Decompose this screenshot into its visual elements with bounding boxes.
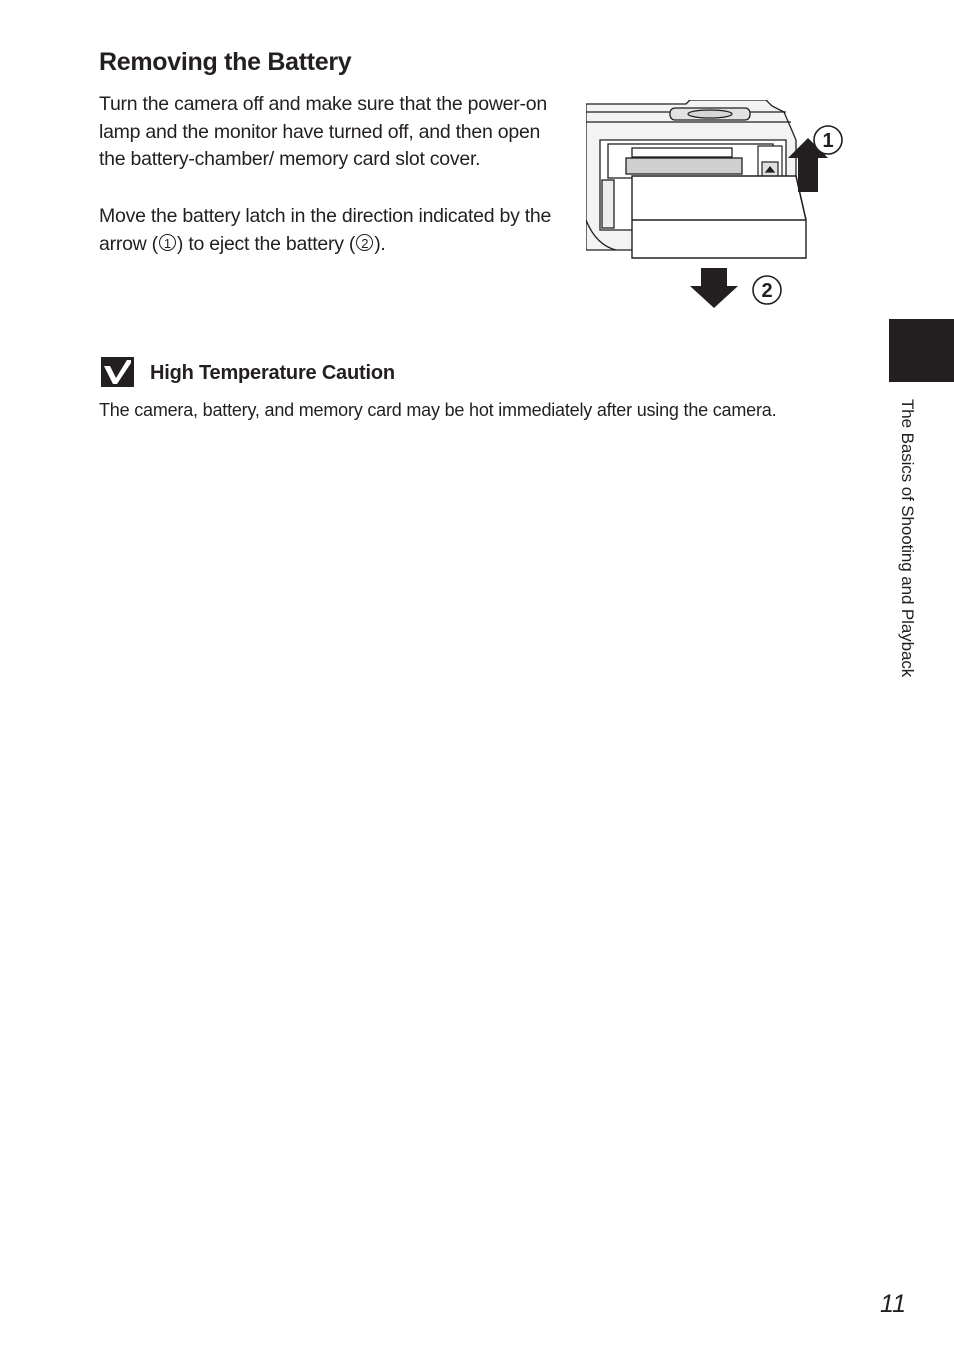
step-marker-1: 1 <box>159 234 176 251</box>
step-marker-2: 2 <box>356 234 373 251</box>
arrow-down-icon <box>690 268 738 308</box>
chapter-label: The Basics of Shooting and Playback <box>898 399 917 678</box>
callout-1 <box>814 126 842 154</box>
battery <box>632 176 806 258</box>
caution-title: High Temperature Caution <box>150 362 395 384</box>
chapter-tab <box>889 319 954 382</box>
instruction-paragraph-2 <box>99 203 569 258</box>
paragraph-text-part-1: Move the battery latch in the direction indicated by the arrow ( <box>99 205 552 255</box>
caution-text: The camera, battery, and memory card may be hot immediately after using the camera. <box>99 400 777 420</box>
paragraph-text-part-3: ). <box>374 232 386 255</box>
callout-2-label: 2 <box>761 280 773 302</box>
paragraph-text-part-2: ) to eject the battery ( <box>176 232 356 255</box>
section-title: Removing the Battery <box>99 48 352 76</box>
callout-2 <box>753 276 781 304</box>
page-number: 11 <box>880 1290 906 1318</box>
instruction-paragraph-1: Turn the camera off and make sure that the power-on lamp and the monitor have turned off, and then open the battery-chamber/ memory card slot cover. <box>99 93 547 171</box>
battery-removal-illustration <box>586 100 856 315</box>
callout-1-label: 1 <box>822 130 834 152</box>
checkmark-caution-icon <box>101 357 134 387</box>
